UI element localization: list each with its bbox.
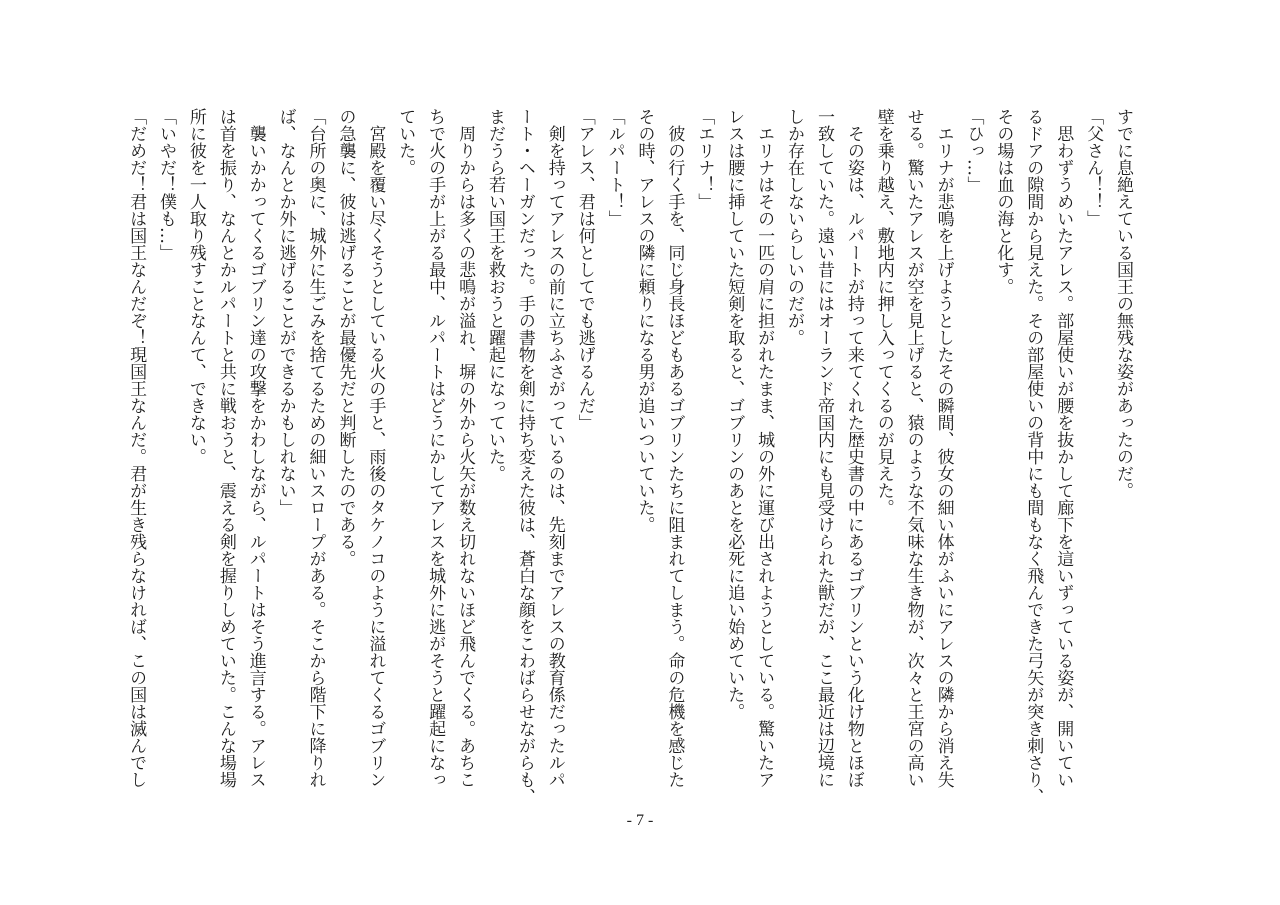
text-column: 剣を持ってアレスの前に立ちふさがっているのは、先刻までアレスの教育係だったルパ	[544, 108, 565, 788]
text-column: 「父さん！！」	[1083, 108, 1104, 227]
text-column: ート・ヘーガンだった。手の書物を剣に持ち変えた彼は、蒼白な顔をこわばらせながらも、	[514, 108, 535, 805]
text-column: ていた。	[395, 108, 416, 176]
text-column: 「ルパート！」	[604, 108, 625, 227]
text-column: せる。驚いたアレスが空を見上げると、猿のような不気味な生き物が、次々と王宮の高い	[903, 108, 924, 788]
text-column: その姿は、ルパートが持って来てくれた歴史書の中にあるゴブリンという化け物とほぼ	[843, 108, 864, 788]
text-column: 「だめだ！君は国王なんだぞ！現国王なんだ。君が生き残らなければ、この国は滅んでし	[126, 108, 147, 788]
text-column: まだうら若い国王を救おうと躍起になっていた。	[484, 108, 505, 482]
text-column: るドアの隙間から見えた。その部屋使いの背中にも間もなく飛んできた弓矢が突き刺さり、	[1023, 108, 1044, 805]
text-column: その場は血の海と化す。	[993, 108, 1014, 295]
text-column: 「台所の奥に、城外に生ごみを捨てるための細いスロープがある。そこから階下に降りれ	[305, 108, 326, 788]
vertical-text-body	[120, 108, 1137, 808]
text-column: 一致していた。遠い昔にはオーランド帝国内にも見受けられた獣だが、ここ最近は辺境に	[813, 108, 834, 788]
text-column: 「アレス、君は何としてでも逃げるんだ」	[574, 108, 595, 431]
text-column: 彼の行く手を、同じ身長ほどもあるゴブリンたちに阻まれてしまう。命の危機を感じた	[664, 108, 685, 788]
text-column: 「いやだ！僕も…」	[156, 108, 176, 261]
text-column: 「ひっ…」	[963, 108, 984, 193]
text-column: エリナはその一匹の肩に担がれたまま、城の外に運び出されようとしている。驚いたア	[754, 108, 775, 788]
text-column: 周りからは多くの悲鳴が溢れ、塀の外から火矢が数え切れないほど飛んでくる。あちこ	[455, 108, 476, 788]
text-column: 襲いかかってくるゴブリン達の攻撃をかわしながら、ルパートはそう進言する。アレス	[245, 108, 266, 788]
text-column: しか存在しないらしいのだが。	[784, 108, 805, 346]
text-column: は首を振り、なんとかルパートと共に戦おうと、震える剣を握りしめていた。こんな場場	[215, 108, 236, 788]
text-column: の急襲に、彼は逃げることが最優先だと判断したのである。	[335, 108, 356, 567]
text-column: 「エリナ！」	[694, 108, 715, 210]
text-column: レスは腰に挿していた短剣を取ると、ゴブリンのあとを必死に追い始めていた。	[724, 108, 745, 720]
text-column: すでに息絶えている国王の無残な姿があったのだ。	[1113, 108, 1133, 499]
text-column: ば、なんとか外に逃げることができるかもしれない」	[275, 108, 296, 516]
text-column: 宮殿を覆い尽くそうとしている火の手と、雨後のタケノコのように溢れてくるゴブリン	[365, 108, 386, 788]
page-number: - 7 -	[626, 812, 654, 829]
text-column: その時、アレスの隣に頼りになる男が追いついていた。	[634, 108, 655, 533]
text-column: 所に彼を一人取り残すことなんて、できない。	[185, 108, 206, 465]
text-column: エリナが悲鳴を上げようとしたその瞬間、彼女の細い体がふいにアレスの隣から消え失	[933, 108, 954, 788]
text-column: ちで火の手が上がる最中、ルパートはどうにかしてアレスを城外に逃がそうと躍起になっ	[425, 108, 446, 788]
text-column: 思わずうめいたアレス。部屋使いが腰を抜かして廊下を這いずっている姿が、開いてい	[1053, 108, 1074, 788]
text-column: 壁を乗り越え、敷地内に押し入ってくるのが見えた。	[873, 108, 894, 516]
